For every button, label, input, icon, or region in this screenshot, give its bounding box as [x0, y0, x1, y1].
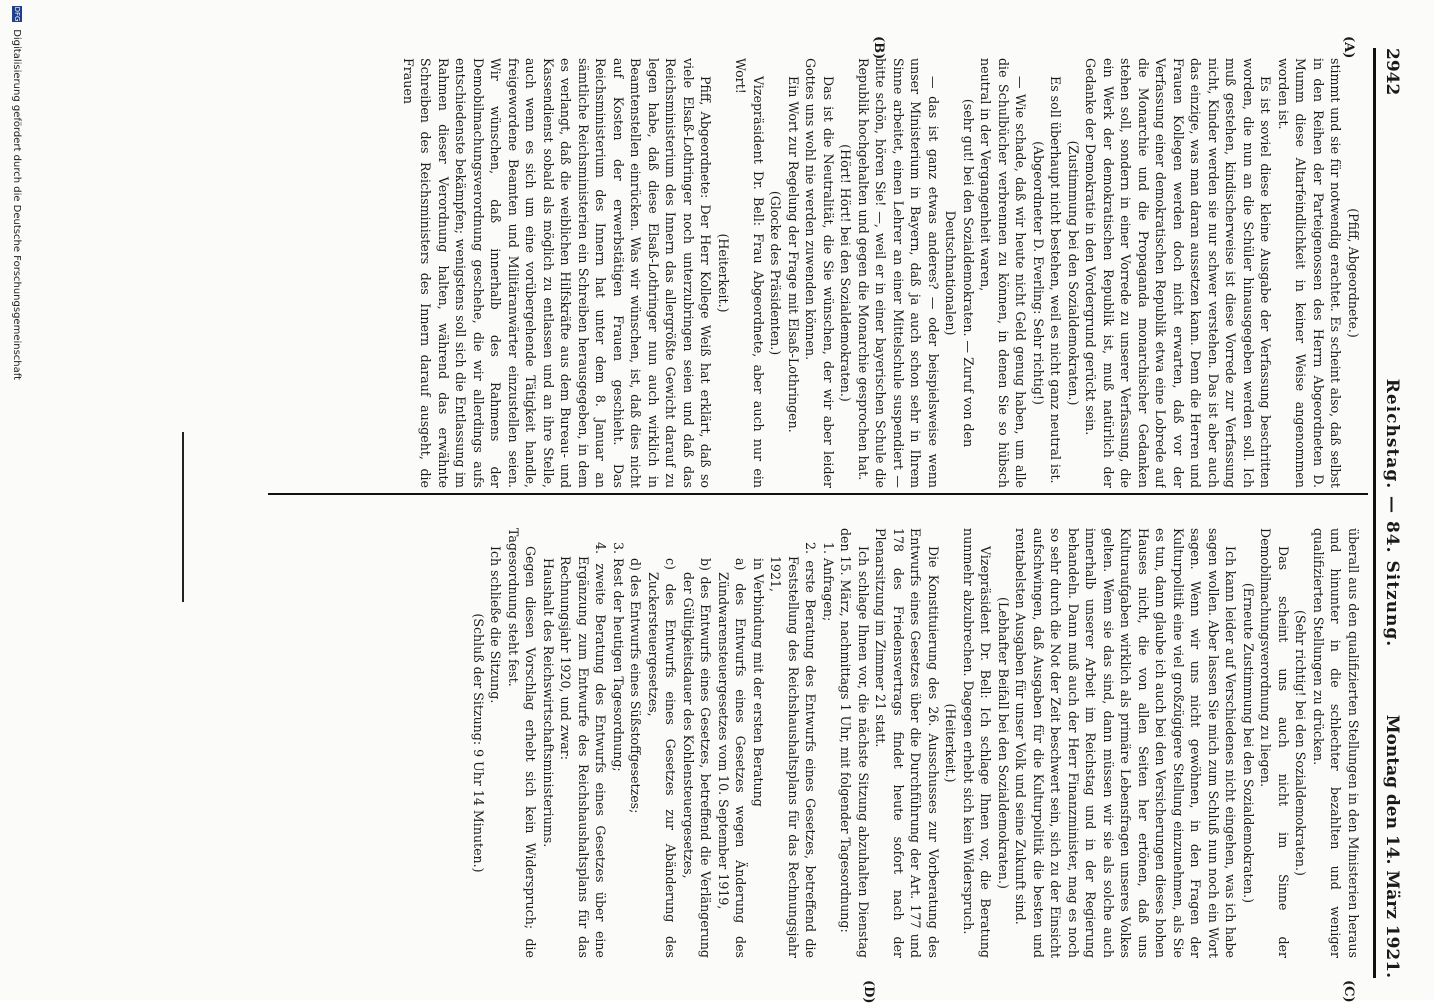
paragraph: — Wie schade, daß wir heute nicht Geld genug haben, um alle die Schulbücher verbrennen zu können, in denen Sie so hübsch neutral in der Vergangenheit waren,	[978, 58, 1029, 488]
paragraph: Das scheint uns auch nicht im Sinne der Demobilmachungsverordnung zu liegen.	[1258, 528, 1291, 958]
paragraph: (Lebhafter Beifall bei den Sozialdemokraten.)	[996, 597, 1011, 889]
paragraph: (Schluß der Sitzung: 9 Uhr 14 Minuten.)	[471, 613, 486, 873]
margin-marker-d: (D)	[861, 980, 876, 1004]
paragraph: (Heiterkeit.)	[716, 233, 731, 313]
agenda-item: 4. zweite Beratung des Entwurfs eines Gesetzes über eine Ergänzung zum Entwurfe des Reichshaushaltsplans für das Rechnungsjahr 1920, und zwar:	[558, 542, 609, 958]
paragraph: Pfiff, Abgeordnete: Der Herr Kollege Weiß hat erklärt, daß so viele Elsaß-Lothringer noch unterzubringen seien und daß das Reichsministerium des Innern das allergrößte Gewicht darauf zu legen habe, daß diese Elsaß-Lothringer nun auch wirklich in Beamtenstellen einrücken. Was wir wünschen, ist, daß dies nicht auf Kosten der erwerbstätigen Frauen geschieht. Das Reichsministerium des Innern hat unter dem 8. Januar an sämtliche Reichsministerien ein Schreiben herausgegeben, in dem es verlangt, daß die weiblichen Hilfskräfte aus dem Bureau- und Kassendienst sobald als möglich zu entlassen und an ihre Stelle, auch wenn es sich um eine vorübergehende Tätigkeit handle, freigewordene Beamten und Militäranwärter einzustellen seien. Wir wünschen, daß innerhalb des Rahmens der Demobilmachungsverordnung geschehe, die wir allerdings aufs entschiedenste bekämpfen; wenigstens soll sich die Entlassung im Rahmen dieser Verordnung halten, während das erwähnte Schreiben des Reichsministers des Innern darauf ausgeht, die Frauen	[401, 58, 714, 488]
margin-marker-b: (B)	[871, 36, 886, 60]
paragraph: (Sehr richtig! bei den Sozialdemokraten.)	[1293, 610, 1309, 876]
paragraph: (Erneute Zustimmung bei den Sozialdemokraten.)	[1241, 582, 1256, 904]
column-divider	[268, 493, 1368, 495]
paragraph: stimmt und sie für notwendig erachtet. Es scheint also, daß selbst in den Reihen der Parteigenossen des Herrn Abgeordneten D. Mumm diese Altarfeindlichkeit in keiner Weise angenommen worden ist.	[1276, 58, 1344, 488]
paragraph: Vizepräsident Dr. Bell: Frau Abgeordnete, aber auch nur ein Wort!	[733, 58, 766, 488]
paragraph: Die Konstituierung des 26. Ausschusses zur Vorberatung des Entwurfs eines Gesetzes über die Durchführung der Art. 177 und 178 des Friedensvertrags findet heute sofort nach der Plenarsitzung im Zimmer 21 statt.	[873, 528, 941, 958]
paragraph: (Pfiff, Abgeordnete.)	[1346, 208, 1361, 338]
agenda-item: d) des Entwurfs eines Süßstoffgesetzes;	[628, 558, 644, 814]
agenda-item: b) des Entwurfs eines Gesetzes, betreffend die Verlängerung der Gültigkeitsdauer des Kohlensteuergesetzes,	[681, 558, 714, 958]
paragraph: (Heiterkeit.)	[943, 703, 959, 783]
margin-marker-a: (A)	[1341, 36, 1356, 59]
right-column	[282, 528, 1362, 958]
page-number: 2942	[1382, 48, 1402, 96]
session-date: Montag den 14. März 1921.	[1382, 714, 1402, 978]
paragraph: (sehr gut! bei den Sozialdemokraten. — Zuruf von den Deutschnationalen)	[943, 98, 976, 448]
agenda-item: 3. Rest der heutigen Tagesordnung;	[611, 542, 626, 772]
paragraph: Das ist die Neutralität, die Sie wünschen, der wir aber leider Gottes uns wohl nie werden zuwenden können.	[803, 58, 836, 488]
paragraph: (Zustimmung bei den Sozialdemokraten.)	[1066, 140, 1081, 406]
paragraph: Ein Wort zur Regelung der Frage mit Elsaß-Lothringen.	[786, 76, 801, 433]
agenda-item: 1. Anfragen;	[821, 542, 836, 622]
paragraph: (Abgeordneter D. Everling: Sehr richtig!)	[1031, 141, 1046, 405]
margin-marker-c: (C)	[1341, 980, 1356, 1003]
paragraph: Ich schlage Ihnen vor, die nächste Sitzung abzuhalten Dienstag den 15. März, nachmittags 1 Uhr, mit folgender Tagesordnung:	[838, 528, 871, 958]
digitization-credit	[4, 6, 22, 996]
paragraph: (Hört! Hört! bei den Sozialdemokraten.)	[838, 144, 854, 402]
agenda-item: 2. erste Beratung des Entwurfs eines Gesetzes, betreffend die Feststellung des Reichshaushaltsplans für das Rechnungsjahr 1921,	[768, 542, 819, 958]
page-title: Reichstag. — 84. Sitzung.	[1382, 378, 1402, 648]
paragraph: Es soll überhaupt nicht bestehen, weil es nicht ganz neutral ist.	[1048, 76, 1064, 484]
dfg-logo: DFG	[13, 6, 21, 22]
paragraph: — das ist ganz etwas anderes? — oder beispielsweise wenn unser Ministerium in Bayern, daß ja auch schon sehr in Ihrem Sinne arbeitet, einen Lehrer an einer Mittelschule suspendiert — bitte schön, hören Sie! —, weil er in einer bayerischen Schule die Republik hochgehalten und gegen die Monarchie gesprochen hat.	[856, 58, 941, 488]
credit-text: Digitalisierung gefördert durch die Deutsche Forschungsgemeinschaft	[11, 29, 22, 381]
paragraph: Ich kann leider auf Verschiedenes nicht eingehen, was ich habe sagen wollen. Aber lassen Sie mich zum Schluß nun noch ein Wort sagen. Wenn wir uns nicht gewöhnen, in den Fragen der Kulturpolitik eine viel großzügigere Stellung einzunehmen, als Sie es tun, dann glaube ich auch bei den Versicherungen dieses hohen Hauses nicht, die von allen Seiten her ertönen, daß uns Kulturaufgaben wirklich als primäre Lebensfragen unseres Volkes gelten. Wenn sie das sind, dann müssen wir sie als solche auch innerhalb unserer Arbeit im Reichstag und in der Regierung behandeln. Dann muß auch der Herr Finanzminister, mag es noch so sehr durch die Not der Zeit beschwert sein, sich zu der Einsicht aufschwingen, daß Ausgaben für die Kulturpolitik die besten und rentabelsten Ausgaben für unser Volk und seine Zukunft sind.	[1013, 528, 1239, 958]
agenda-item: Haushalt des Reichswirtschaftsministeriums.	[541, 558, 556, 848]
paragraph: Gegen diesen Vorschlag erhebt sich kein Widerspruch; die Tagesordnung steht fest.	[506, 528, 539, 958]
paragraph: überall aus den qualifizierten Stellungen in den Ministerien heraus und hinunter in die schlechter bezahlten und weniger qualifizierten Stellungen zu drücken.	[1311, 528, 1361, 958]
paragraph: Ich schließe die Sitzung.	[488, 546, 504, 704]
agenda-item: c) des Entwurfs eines Gesetzes zur Abänderung des Zuckersteuergesetzes,	[646, 558, 679, 958]
print-rule	[182, 432, 184, 602]
agenda-item: in Verbindung mit der ersten Beratung	[751, 558, 766, 807]
agenda-item: a) des Entwurfs eines Gesetzes wegen Änderung des Zündwarensteuergesetzes vom 10. September 1919,	[716, 558, 749, 958]
paragraph: Vizepräsident Dr. Bell: Ich schlage Ihnen vor, die Beratung nunmehr abzubrechen. Dagegen erhebt sich kein Widerspruch.	[961, 528, 994, 958]
paragraph: (Glocke des Präsidenten.)	[768, 190, 784, 356]
left-column	[282, 58, 1362, 488]
paragraph: Es ist soviel diese kleine Ausgabe der Verfassung beschritten worden, die nun an die Schüler hinausgegeben werden soll. Ich muß gestehen, kindischerweise ist diese Vorrede zur Verfassung nicht, Kinder werden sie nur schwer verstehen. Das ist aber auch das einzige, was man daran aussetzen kann. Denn die Herren und Frauen Kollegen werden doch nicht erwarten, daß vor der Verfassung einer demokratischen Republik etwa eine Lobrede auf die Monarchie und die Propaganda monarchischer Gedanken stehen soll, sondern in einer Vorrede zu unserer Verfassung, die ein Werk der demokratischen Republik ist, muß natürlich der Gedanke der Demokratie in den Vordergrund gerückt sein.	[1083, 58, 1274, 488]
page-header	[1373, 48, 1404, 978]
